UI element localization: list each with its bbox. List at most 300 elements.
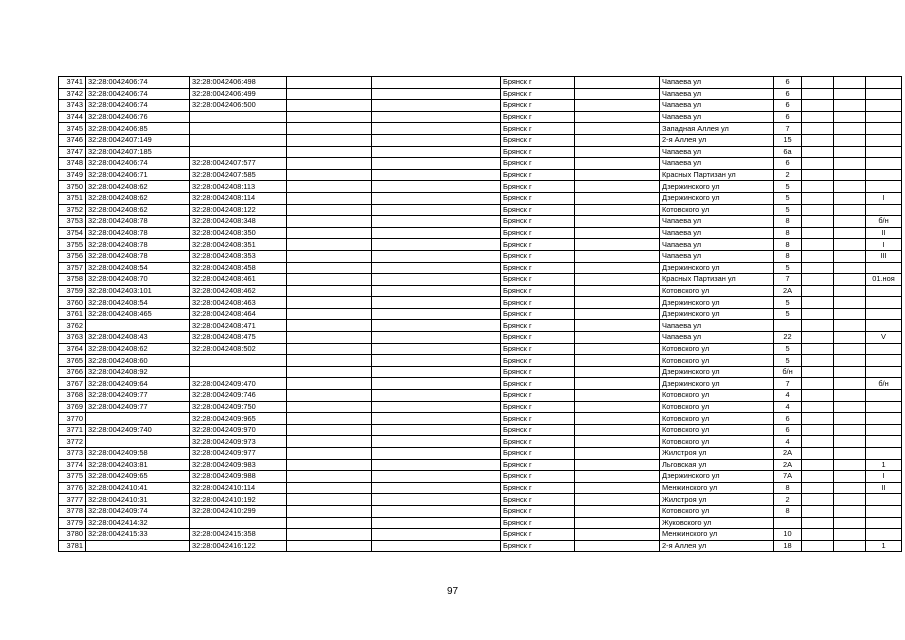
row-number-cell: 3747 bbox=[59, 146, 86, 158]
house-cell: 5 bbox=[774, 297, 802, 309]
empty-cell bbox=[372, 505, 501, 517]
cadastral-number-cell: 32:28:0042408:60 bbox=[86, 355, 190, 367]
table-row bbox=[59, 227, 902, 239]
empty-cell bbox=[372, 204, 501, 216]
house-cell: 7А bbox=[774, 471, 802, 483]
empty-cell bbox=[834, 366, 866, 378]
empty-cell bbox=[287, 146, 372, 158]
empty-cell bbox=[372, 181, 501, 193]
table-row bbox=[59, 494, 902, 506]
table-row bbox=[59, 540, 902, 552]
street-cell: Чапаева ул bbox=[660, 320, 774, 332]
empty-cell bbox=[834, 77, 866, 89]
row-number-cell: 3755 bbox=[59, 239, 86, 251]
city-cell: Брянск г bbox=[501, 134, 575, 146]
object-number-cell: 32:28:0042416:122 bbox=[190, 540, 287, 552]
city-cell: Брянск г bbox=[501, 320, 575, 332]
extra-cell bbox=[866, 424, 902, 436]
object-number-cell: 32:28:0042409:750 bbox=[190, 401, 287, 413]
empty-cell bbox=[372, 134, 501, 146]
street-cell: Дзержинского ул bbox=[660, 297, 774, 309]
house-cell: 22 bbox=[774, 332, 802, 344]
table-row bbox=[59, 378, 902, 390]
house-cell: 5 bbox=[774, 355, 802, 367]
extra-cell bbox=[866, 343, 902, 355]
empty-cell bbox=[372, 227, 501, 239]
empty-cell bbox=[575, 216, 660, 228]
city-cell: Брянск г bbox=[501, 366, 575, 378]
street-cell: Чапаева ул bbox=[660, 250, 774, 262]
empty-cell bbox=[802, 285, 834, 297]
street-cell: Жилстроя ул bbox=[660, 494, 774, 506]
empty-cell bbox=[802, 146, 834, 158]
empty-cell bbox=[802, 216, 834, 228]
house-cell: 5 bbox=[774, 204, 802, 216]
empty-cell bbox=[372, 285, 501, 297]
row-number-cell: 3742 bbox=[59, 88, 86, 100]
house-cell: 8 bbox=[774, 250, 802, 262]
empty-cell bbox=[287, 390, 372, 402]
row-number-cell: 3778 bbox=[59, 505, 86, 517]
row-number-cell: 3758 bbox=[59, 274, 86, 286]
street-cell: Чапаева ул bbox=[660, 77, 774, 89]
object-number-cell: 32:28:0042408:122 bbox=[190, 204, 287, 216]
cadastral-number-cell: 32:28:0042408:54 bbox=[86, 262, 190, 274]
house-cell: 5 bbox=[774, 192, 802, 204]
row-number-cell: 3763 bbox=[59, 332, 86, 344]
empty-cell bbox=[834, 459, 866, 471]
city-cell: Брянск г bbox=[501, 355, 575, 367]
street-cell: Чапаева ул bbox=[660, 239, 774, 251]
row-number-cell: 3757 bbox=[59, 262, 86, 274]
city-cell: Брянск г bbox=[501, 413, 575, 425]
table-row bbox=[59, 436, 902, 448]
cadastral-number-cell: 32:28:0042406:74 bbox=[86, 100, 190, 112]
empty-cell bbox=[372, 239, 501, 251]
empty-cell bbox=[287, 227, 372, 239]
empty-cell bbox=[834, 332, 866, 344]
empty-cell bbox=[802, 239, 834, 251]
extra-cell bbox=[866, 262, 902, 274]
extra-cell bbox=[866, 448, 902, 460]
records-table bbox=[58, 76, 902, 552]
house-cell: 6 bbox=[774, 424, 802, 436]
city-cell: Брянск г bbox=[501, 332, 575, 344]
empty-cell bbox=[834, 343, 866, 355]
page-number: 97 bbox=[446, 586, 459, 597]
empty-cell bbox=[287, 459, 372, 471]
empty-cell bbox=[372, 355, 501, 367]
house-cell: 6 bbox=[774, 413, 802, 425]
empty-cell bbox=[802, 250, 834, 262]
empty-cell bbox=[575, 88, 660, 100]
empty-cell bbox=[575, 401, 660, 413]
empty-cell bbox=[802, 436, 834, 448]
object-number-cell: 32:28:0042408:464 bbox=[190, 308, 287, 320]
empty-cell bbox=[575, 204, 660, 216]
cadastral-number-cell: 32:28:0042408:62 bbox=[86, 181, 190, 193]
street-cell: Котовского ул bbox=[660, 436, 774, 448]
house-cell: 5 bbox=[774, 308, 802, 320]
empty-cell bbox=[287, 424, 372, 436]
empty-cell bbox=[575, 134, 660, 146]
street-cell: Менжинского ул bbox=[660, 482, 774, 494]
empty-cell bbox=[802, 505, 834, 517]
extra-cell bbox=[866, 297, 902, 309]
empty-cell bbox=[575, 529, 660, 541]
house-cell: 18 bbox=[774, 540, 802, 552]
empty-cell bbox=[834, 227, 866, 239]
house-cell: б/н bbox=[774, 366, 802, 378]
city-cell: Брянск г bbox=[501, 378, 575, 390]
object-number-cell: 32:28:0042409:983 bbox=[190, 459, 287, 471]
extra-cell bbox=[866, 77, 902, 89]
empty-cell bbox=[802, 192, 834, 204]
empty-cell bbox=[575, 320, 660, 332]
extra-cell: б/н bbox=[866, 378, 902, 390]
empty-cell bbox=[287, 204, 372, 216]
empty-cell bbox=[287, 505, 372, 517]
street-cell: Котовского ул bbox=[660, 401, 774, 413]
object-number-cell: 32:28:0042408:458 bbox=[190, 262, 287, 274]
object-number-cell: 32:28:0042408:475 bbox=[190, 332, 287, 344]
cadastral-number-cell: 32:28:0042414:32 bbox=[86, 517, 190, 529]
city-cell: Брянск г bbox=[501, 459, 575, 471]
street-cell: Менжинского ул bbox=[660, 529, 774, 541]
extra-cell bbox=[866, 134, 902, 146]
city-cell: Брянск г bbox=[501, 436, 575, 448]
empty-cell bbox=[802, 378, 834, 390]
street-cell: Жилстроя ул bbox=[660, 448, 774, 460]
object-number-cell: 32:28:0042409:977 bbox=[190, 448, 287, 460]
row-number-cell: 3756 bbox=[59, 250, 86, 262]
table-row bbox=[59, 390, 902, 402]
empty-cell bbox=[834, 297, 866, 309]
city-cell: Брянск г bbox=[501, 227, 575, 239]
cadastral-number-cell: 32:28:0042407:185 bbox=[86, 146, 190, 158]
object-number-cell bbox=[190, 146, 287, 158]
row-number-cell: 3772 bbox=[59, 436, 86, 448]
table-row bbox=[59, 320, 902, 332]
city-cell: Брянск г bbox=[501, 540, 575, 552]
cadastral-number-cell: 32:28:0042409:58 bbox=[86, 448, 190, 460]
street-cell: Чапаева ул bbox=[660, 227, 774, 239]
empty-cell bbox=[575, 111, 660, 123]
street-cell: 2-я Аллея ул bbox=[660, 134, 774, 146]
extra-cell bbox=[866, 204, 902, 216]
empty-cell bbox=[802, 390, 834, 402]
empty-cell bbox=[802, 413, 834, 425]
table-row bbox=[59, 366, 902, 378]
city-cell: Брянск г bbox=[501, 494, 575, 506]
cadastral-number-cell: 32:28:0042410:31 bbox=[86, 494, 190, 506]
empty-cell bbox=[372, 250, 501, 262]
empty-cell bbox=[575, 158, 660, 170]
empty-cell bbox=[802, 134, 834, 146]
cadastral-number-cell: 32:28:0042408:78 bbox=[86, 216, 190, 228]
object-number-cell: 32:28:0042408:348 bbox=[190, 216, 287, 228]
table-row bbox=[59, 459, 902, 471]
street-cell: Дзержинского ул bbox=[660, 366, 774, 378]
object-number-cell bbox=[190, 111, 287, 123]
cadastral-number-cell: 32:28:0042406:76 bbox=[86, 111, 190, 123]
empty-cell bbox=[287, 77, 372, 89]
table-row bbox=[59, 448, 902, 460]
empty-cell bbox=[287, 471, 372, 483]
table-row bbox=[59, 505, 902, 517]
city-cell: Брянск г bbox=[501, 181, 575, 193]
cadastral-number-cell: 32:28:0042415:33 bbox=[86, 529, 190, 541]
extra-cell bbox=[866, 100, 902, 112]
row-number-cell: 3749 bbox=[59, 169, 86, 181]
street-cell: Чапаева ул bbox=[660, 158, 774, 170]
table-row bbox=[59, 216, 902, 228]
empty-cell bbox=[372, 482, 501, 494]
extra-cell: б/н bbox=[866, 216, 902, 228]
house-cell: 10 bbox=[774, 529, 802, 541]
empty-cell bbox=[575, 413, 660, 425]
empty-cell bbox=[287, 181, 372, 193]
empty-cell bbox=[575, 262, 660, 274]
empty-cell bbox=[802, 88, 834, 100]
object-number-cell: 32:28:0042408:114 bbox=[190, 192, 287, 204]
row-number-cell: 3752 bbox=[59, 204, 86, 216]
table-row bbox=[59, 297, 902, 309]
empty-cell bbox=[575, 540, 660, 552]
empty-cell bbox=[287, 274, 372, 286]
object-number-cell: 32:28:0042406:500 bbox=[190, 100, 287, 112]
row-number-cell: 3762 bbox=[59, 320, 86, 332]
empty-cell bbox=[834, 250, 866, 262]
object-number-cell bbox=[190, 123, 287, 135]
empty-cell bbox=[575, 448, 660, 460]
empty-cell bbox=[287, 169, 372, 181]
row-number-cell: 3746 bbox=[59, 134, 86, 146]
cadastral-number-cell: 32:28:0042410:41 bbox=[86, 482, 190, 494]
row-number-cell: 3770 bbox=[59, 413, 86, 425]
street-cell: Котовского ул bbox=[660, 204, 774, 216]
street-cell: Дзержинского ул bbox=[660, 192, 774, 204]
table-row bbox=[59, 181, 902, 193]
cadastral-number-cell: 32:28:0042409:77 bbox=[86, 390, 190, 402]
extra-cell bbox=[866, 285, 902, 297]
empty-cell bbox=[575, 308, 660, 320]
object-number-cell: 32:28:0042409:970 bbox=[190, 424, 287, 436]
empty-cell bbox=[372, 274, 501, 286]
table-row bbox=[59, 250, 902, 262]
object-number-cell bbox=[190, 517, 287, 529]
city-cell: Брянск г bbox=[501, 285, 575, 297]
row-number-cell: 3761 bbox=[59, 308, 86, 320]
street-cell: Котовского ул bbox=[660, 343, 774, 355]
cadastral-number-cell bbox=[86, 320, 190, 332]
street-cell: Котовского ул bbox=[660, 355, 774, 367]
empty-cell bbox=[575, 123, 660, 135]
house-cell: 15 bbox=[774, 134, 802, 146]
row-number-cell: 3777 bbox=[59, 494, 86, 506]
empty-cell bbox=[372, 494, 501, 506]
empty-cell bbox=[575, 494, 660, 506]
city-cell: Брянск г bbox=[501, 216, 575, 228]
street-cell: Чапаева ул bbox=[660, 88, 774, 100]
table-row bbox=[59, 169, 902, 181]
empty-cell bbox=[802, 181, 834, 193]
city-cell: Брянск г bbox=[501, 274, 575, 286]
extra-cell bbox=[866, 529, 902, 541]
empty-cell bbox=[372, 459, 501, 471]
table-row bbox=[59, 482, 902, 494]
empty-cell bbox=[802, 366, 834, 378]
empty-cell bbox=[575, 285, 660, 297]
empty-cell bbox=[287, 332, 372, 344]
cadastral-number-cell: 32:28:0042408:78 bbox=[86, 239, 190, 251]
empty-cell bbox=[575, 343, 660, 355]
empty-cell bbox=[802, 100, 834, 112]
cadastral-number-cell: 32:28:0042408:70 bbox=[86, 274, 190, 286]
city-cell: Брянск г bbox=[501, 169, 575, 181]
empty-cell bbox=[834, 482, 866, 494]
house-cell: 4 bbox=[774, 401, 802, 413]
empty-cell bbox=[834, 308, 866, 320]
row-number-cell: 3753 bbox=[59, 216, 86, 228]
house-cell: 6 bbox=[774, 111, 802, 123]
table-row bbox=[59, 204, 902, 216]
city-cell: Брянск г bbox=[501, 239, 575, 251]
extra-cell bbox=[866, 123, 902, 135]
empty-cell bbox=[575, 366, 660, 378]
empty-cell bbox=[372, 390, 501, 402]
extra-cell bbox=[866, 413, 902, 425]
empty-cell bbox=[575, 505, 660, 517]
object-number-cell: 32:28:0042408:351 bbox=[190, 239, 287, 251]
empty-cell bbox=[834, 146, 866, 158]
cadastral-number-cell: 32:28:0042408:43 bbox=[86, 332, 190, 344]
empty-cell bbox=[372, 192, 501, 204]
empty-cell bbox=[575, 471, 660, 483]
empty-cell bbox=[834, 192, 866, 204]
object-number-cell: 32:28:0042409:746 bbox=[190, 390, 287, 402]
empty-cell bbox=[834, 390, 866, 402]
empty-cell bbox=[834, 494, 866, 506]
street-cell: Красных Партизан ул bbox=[660, 169, 774, 181]
row-number-cell: 3745 bbox=[59, 123, 86, 135]
city-cell: Брянск г bbox=[501, 448, 575, 460]
empty-cell bbox=[287, 100, 372, 112]
empty-cell bbox=[287, 123, 372, 135]
street-cell: Котовского ул bbox=[660, 413, 774, 425]
empty-cell bbox=[287, 308, 372, 320]
empty-cell bbox=[802, 158, 834, 170]
table-row bbox=[59, 517, 902, 529]
empty-cell bbox=[372, 123, 501, 135]
empty-cell bbox=[372, 436, 501, 448]
house-cell: 2А bbox=[774, 459, 802, 471]
cadastral-number-cell: 32:28:0042406:85 bbox=[86, 123, 190, 135]
empty-cell bbox=[372, 366, 501, 378]
empty-cell bbox=[834, 100, 866, 112]
empty-cell bbox=[372, 401, 501, 413]
street-cell: Котовского ул bbox=[660, 285, 774, 297]
object-number-cell: 32:28:0042407:585 bbox=[190, 169, 287, 181]
empty-cell bbox=[372, 146, 501, 158]
table-row bbox=[59, 355, 902, 367]
house-cell: 5 bbox=[774, 343, 802, 355]
object-number-cell: 32:28:0042409:965 bbox=[190, 413, 287, 425]
street-cell: Красных Партизан ул bbox=[660, 274, 774, 286]
empty-cell bbox=[372, 77, 501, 89]
street-cell: Котовского ул bbox=[660, 505, 774, 517]
house-cell: 7 bbox=[774, 123, 802, 135]
empty-cell bbox=[575, 181, 660, 193]
street-cell: 2-я Аллея ул bbox=[660, 540, 774, 552]
street-cell: Дзержинского ул bbox=[660, 308, 774, 320]
empty-cell bbox=[802, 320, 834, 332]
object-number-cell bbox=[190, 134, 287, 146]
extra-cell: 1 bbox=[866, 459, 902, 471]
cadastral-number-cell: 32:28:0042406:74 bbox=[86, 88, 190, 100]
empty-cell bbox=[372, 297, 501, 309]
house-cell: 6 bbox=[774, 77, 802, 89]
empty-cell bbox=[287, 494, 372, 506]
empty-cell bbox=[287, 482, 372, 494]
house-cell: 8 bbox=[774, 227, 802, 239]
empty-cell bbox=[834, 413, 866, 425]
empty-cell bbox=[802, 332, 834, 344]
empty-cell bbox=[287, 88, 372, 100]
empty-cell bbox=[834, 355, 866, 367]
city-cell: Брянск г bbox=[501, 88, 575, 100]
empty-cell bbox=[287, 216, 372, 228]
empty-cell bbox=[802, 355, 834, 367]
extra-cell bbox=[866, 308, 902, 320]
empty-cell bbox=[372, 158, 501, 170]
house-cell: 2 bbox=[774, 494, 802, 506]
house-cell: 4 bbox=[774, 390, 802, 402]
object-number-cell: 32:28:0042410:114 bbox=[190, 482, 287, 494]
empty-cell bbox=[834, 111, 866, 123]
empty-cell bbox=[372, 88, 501, 100]
street-cell: Чапаева ул bbox=[660, 216, 774, 228]
empty-cell bbox=[372, 100, 501, 112]
object-number-cell: 32:28:0042409:988 bbox=[190, 471, 287, 483]
table-row bbox=[59, 158, 902, 170]
empty-cell bbox=[372, 343, 501, 355]
table-row bbox=[59, 134, 902, 146]
empty-cell bbox=[287, 529, 372, 541]
empty-cell bbox=[834, 505, 866, 517]
city-cell: Брянск г bbox=[501, 401, 575, 413]
extra-cell: V bbox=[866, 332, 902, 344]
empty-cell bbox=[834, 448, 866, 460]
empty-cell bbox=[802, 123, 834, 135]
street-cell: Чапаева ул bbox=[660, 332, 774, 344]
city-cell: Брянск г bbox=[501, 204, 575, 216]
street-cell: Дзержинского ул bbox=[660, 471, 774, 483]
cadastral-number-cell: 32:28:0042409:77 bbox=[86, 401, 190, 413]
cadastral-number-cell: 32:28:0042406:71 bbox=[86, 169, 190, 181]
street-cell: Западная Аллея ул bbox=[660, 123, 774, 135]
row-number-cell: 3759 bbox=[59, 285, 86, 297]
house-cell: 2А bbox=[774, 285, 802, 297]
cadastral-number-cell bbox=[86, 436, 190, 448]
row-number-cell: 3748 bbox=[59, 158, 86, 170]
table-row bbox=[59, 285, 902, 297]
table-row bbox=[59, 88, 902, 100]
extra-cell: III bbox=[866, 250, 902, 262]
row-number-cell: 3743 bbox=[59, 100, 86, 112]
empty-cell bbox=[834, 378, 866, 390]
street-cell: Жуковского ул bbox=[660, 517, 774, 529]
